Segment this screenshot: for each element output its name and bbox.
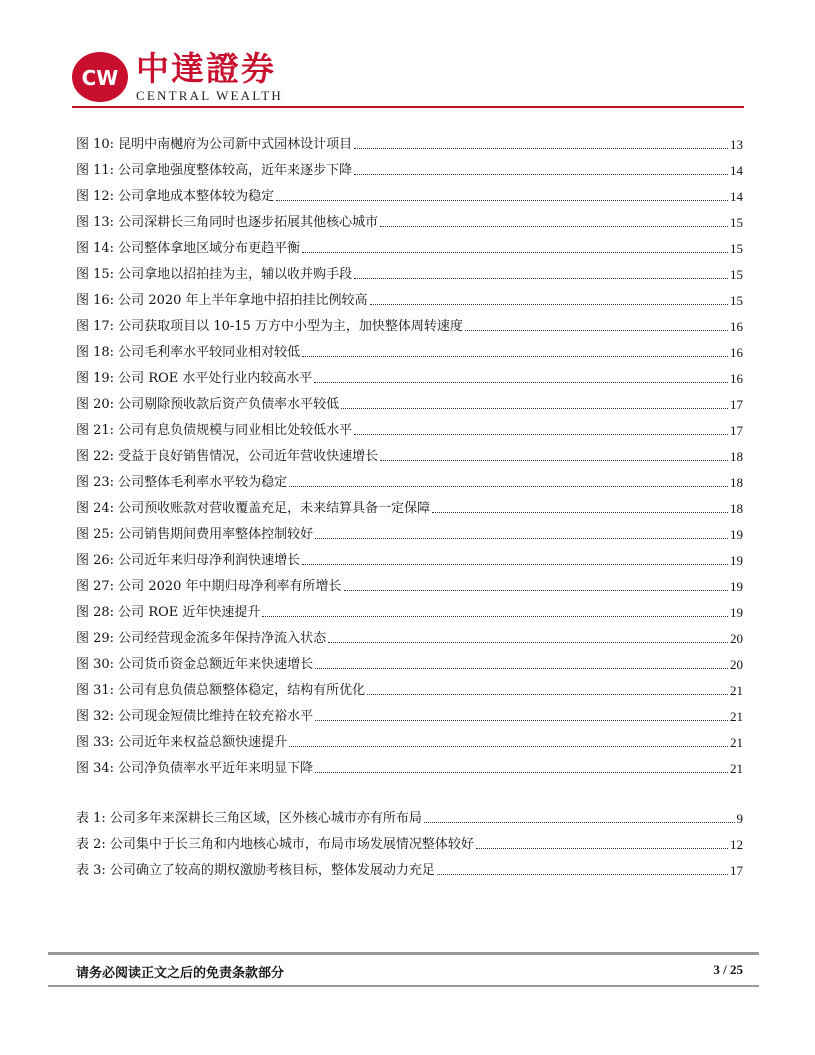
- toc-entry-title: 图 34: 公司净负债率水平近年来明显下降: [76, 761, 314, 776]
- dot-leader: [380, 460, 728, 461]
- toc-entry-page: 12: [730, 837, 743, 852]
- toc-entry-page: 16: [730, 345, 743, 360]
- toc-entry-title: 图 29: 公司经营现金流多年保持净流入状态: [76, 631, 327, 646]
- figure-toc-entry[interactable]: [76, 231, 743, 257]
- dot-leader: [315, 720, 728, 721]
- figure-toc-entry[interactable]: [76, 699, 743, 725]
- figure-toc-entry[interactable]: [76, 361, 743, 387]
- toc-entry-page: 19: [730, 579, 743, 594]
- figure-toc-entry[interactable]: [76, 725, 743, 751]
- toc-entry-title: 图 27: 公司 2020 年中期归母净利率有所增长: [76, 579, 342, 594]
- dot-leader: [315, 772, 728, 773]
- toc-entry-page: 9: [736, 811, 743, 826]
- toc-entry-title: 图 19: 公司 ROE 水平处行业内较高水平: [76, 371, 313, 386]
- toc-entry-page: 17: [730, 423, 743, 438]
- toc-entry-title: 图 10: 昆明中南樾府为公司新中式园林设计项目: [76, 137, 353, 152]
- page-number: 3 / 25: [713, 962, 743, 977]
- toc-entry-title: 图 22: 受益于良好销售情况，公司近年营收快速增长: [76, 449, 379, 464]
- toc-entry-page: 17: [730, 863, 743, 878]
- toc-entry-page: 20: [730, 657, 743, 672]
- footer-divider-top: [48, 952, 759, 955]
- toc-entry-page: 14: [730, 163, 743, 178]
- toc-entry-page: 15: [730, 293, 743, 308]
- figure-toc-entry[interactable]: [76, 465, 743, 491]
- dot-leader: [354, 434, 728, 435]
- figure-toc-entry[interactable]: [76, 647, 743, 673]
- toc-entry-title: 表 3: 公司确立了较高的期权激励考核目标，整体发展动力充足: [76, 863, 435, 878]
- dot-leader: [302, 252, 728, 253]
- dot-leader: [315, 538, 728, 539]
- toc-entry-title: 图 28: 公司 ROE 近年快速提升: [76, 605, 261, 620]
- page-header: [0, 0, 815, 112]
- figure-index-list: [76, 127, 743, 777]
- figure-toc-entry[interactable]: [76, 127, 743, 153]
- dot-leader: [367, 694, 728, 695]
- dot-leader: [432, 512, 728, 513]
- dot-leader: [344, 590, 728, 591]
- dot-leader: [476, 848, 728, 849]
- dot-leader: [315, 668, 728, 669]
- figure-toc-entry[interactable]: [76, 257, 743, 283]
- dot-leader: [328, 642, 728, 643]
- toc-entry-page: 16: [730, 371, 743, 386]
- table-toc-entry[interactable]: [76, 827, 743, 853]
- toc-entry-page: 14: [730, 189, 743, 204]
- figure-toc-entry[interactable]: [76, 569, 743, 595]
- figure-toc-entry[interactable]: [76, 309, 743, 335]
- figure-toc-entry[interactable]: [76, 595, 743, 621]
- dot-leader: [380, 226, 728, 227]
- toc-entry-page: 18: [730, 475, 743, 490]
- dot-leader: [262, 616, 728, 617]
- dot-leader: [354, 174, 728, 175]
- figure-toc-entry[interactable]: [76, 283, 743, 309]
- toc-entry-title: 图 20: 公司剔除预收款后资产负债率水平较低: [76, 397, 340, 412]
- toc-entry-page: 18: [730, 449, 743, 464]
- toc-entry-page: 21: [730, 709, 743, 724]
- dot-leader: [302, 564, 728, 565]
- toc-entry-title: 图 30: 公司货币资金总额近年来快速增长: [76, 657, 314, 672]
- dot-leader: [314, 382, 728, 383]
- dot-leader: [302, 356, 728, 357]
- dot-leader: [276, 200, 728, 201]
- dot-leader: [465, 330, 728, 331]
- dot-leader: [341, 408, 728, 409]
- table-toc-entry[interactable]: [76, 853, 743, 879]
- toc-entry-title: 图 13: 公司深耕长三角同时也逐步拓展其他核心城市: [76, 215, 379, 230]
- toc-entry-title: 图 14: 公司整体拿地区域分布更趋平衡: [76, 241, 301, 256]
- dot-leader: [437, 874, 728, 875]
- figure-toc-entry[interactable]: [76, 621, 743, 647]
- toc-entry-page: 19: [730, 527, 743, 542]
- svg-text:CW: CW: [81, 66, 119, 90]
- dot-leader: [354, 278, 728, 279]
- footer-disclaimer: 请务必阅读正文之后的免责条款部分: [76, 966, 285, 981]
- figure-toc-entry[interactable]: [76, 751, 743, 777]
- toc-entry-page: 21: [730, 735, 743, 750]
- figure-toc-entry[interactable]: [76, 205, 743, 231]
- toc-entry-title: 图 33: 公司近年来权益总额快速提升: [76, 735, 288, 750]
- toc-entry-title: 图 16: 公司 2020 年上半年拿地中招拍挂比例较高: [76, 293, 368, 308]
- figure-toc-entry[interactable]: [76, 517, 743, 543]
- toc-entry-title: 表 2: 公司集中于长三角和内地核心城市，布局市场发展情况整体较好: [76, 837, 474, 852]
- toc-entry-title: 图 17: 公司获取项目以 10-15 万方中小型为主，加快整体周转速度: [76, 319, 463, 334]
- toc-entry-title: 图 18: 公司毛利率水平较同业相对较低: [76, 345, 301, 360]
- toc-entry-page: 20: [730, 631, 743, 646]
- toc-entry-title: 图 23: 公司整体毛利率水平较为稳定: [76, 475, 288, 490]
- dot-leader: [370, 304, 728, 305]
- table-toc-entry[interactable]: [76, 801, 743, 827]
- dot-leader: [424, 822, 735, 823]
- toc-entry-page: 17: [730, 397, 743, 412]
- toc-entry-title: 图 26: 公司近年来归母净利润快速增长: [76, 553, 301, 568]
- toc-entry-title: 表 1: 公司多年来深耕长三角区域，区外核心城市亦有所布局: [76, 811, 422, 826]
- dot-leader: [289, 746, 728, 747]
- toc-entry-page: 18: [730, 501, 743, 516]
- toc-entry-page: 21: [730, 761, 743, 776]
- dot-leader: [289, 486, 728, 487]
- figure-toc-entry[interactable]: [76, 387, 743, 413]
- toc-entry-title: 图 21: 公司有息负债规模与同业相比处较低水平: [76, 423, 353, 438]
- figure-toc-entry[interactable]: [76, 335, 743, 361]
- toc-entry-page: 15: [730, 215, 743, 230]
- figure-toc-entry[interactable]: [76, 673, 743, 699]
- toc-entry-title: 图 24: 公司预收账款对营收覆盖充足，未来结算具备一定保障: [76, 501, 431, 516]
- footer-divider-bottom: [48, 985, 759, 987]
- toc-entry-page: 16: [730, 319, 743, 334]
- toc-entry-title: 图 32: 公司现金短债比维持在较充裕水平: [76, 709, 314, 724]
- toc-entry-title: 图 15: 公司拿地以招拍挂为主，辅以收并购手段: [76, 267, 353, 282]
- toc-entry-page: 19: [730, 553, 743, 568]
- table-index-list: [76, 801, 743, 879]
- toc-entry-title: 图 12: 公司拿地成本整体较为稳定: [76, 189, 275, 204]
- toc-entry-page: 21: [730, 683, 743, 698]
- figure-toc-entry[interactable]: [76, 413, 743, 439]
- toc-entry-page: 15: [730, 267, 743, 282]
- dot-leader: [354, 148, 728, 149]
- brand-name-english: CENTRAL WEALTH: [136, 88, 283, 103]
- figure-toc-entry[interactable]: [76, 543, 743, 569]
- figure-toc-entry[interactable]: [76, 439, 743, 465]
- figure-toc-entry[interactable]: [76, 153, 743, 179]
- figure-toc-entry[interactable]: [76, 491, 743, 517]
- toc-entry-title: 图 11: 公司拿地强度整体较高，近年来逐步下降: [76, 163, 353, 178]
- header-divider: [72, 106, 744, 108]
- figure-toc-entry[interactable]: [76, 179, 743, 205]
- toc-entry-title: 图 31: 公司有息负债总额整体稳定，结构有所优化: [76, 683, 366, 698]
- brand-name-chinese: 中達證券: [136, 49, 276, 88]
- company-logo-icon: [72, 52, 128, 102]
- toc-entry-page: 19: [730, 605, 743, 620]
- toc-entry-title: 图 25: 公司销售期间费用率整体控制较好: [76, 527, 314, 542]
- toc-entry-page: 15: [730, 241, 743, 256]
- toc-entry-page: 13: [730, 137, 743, 152]
